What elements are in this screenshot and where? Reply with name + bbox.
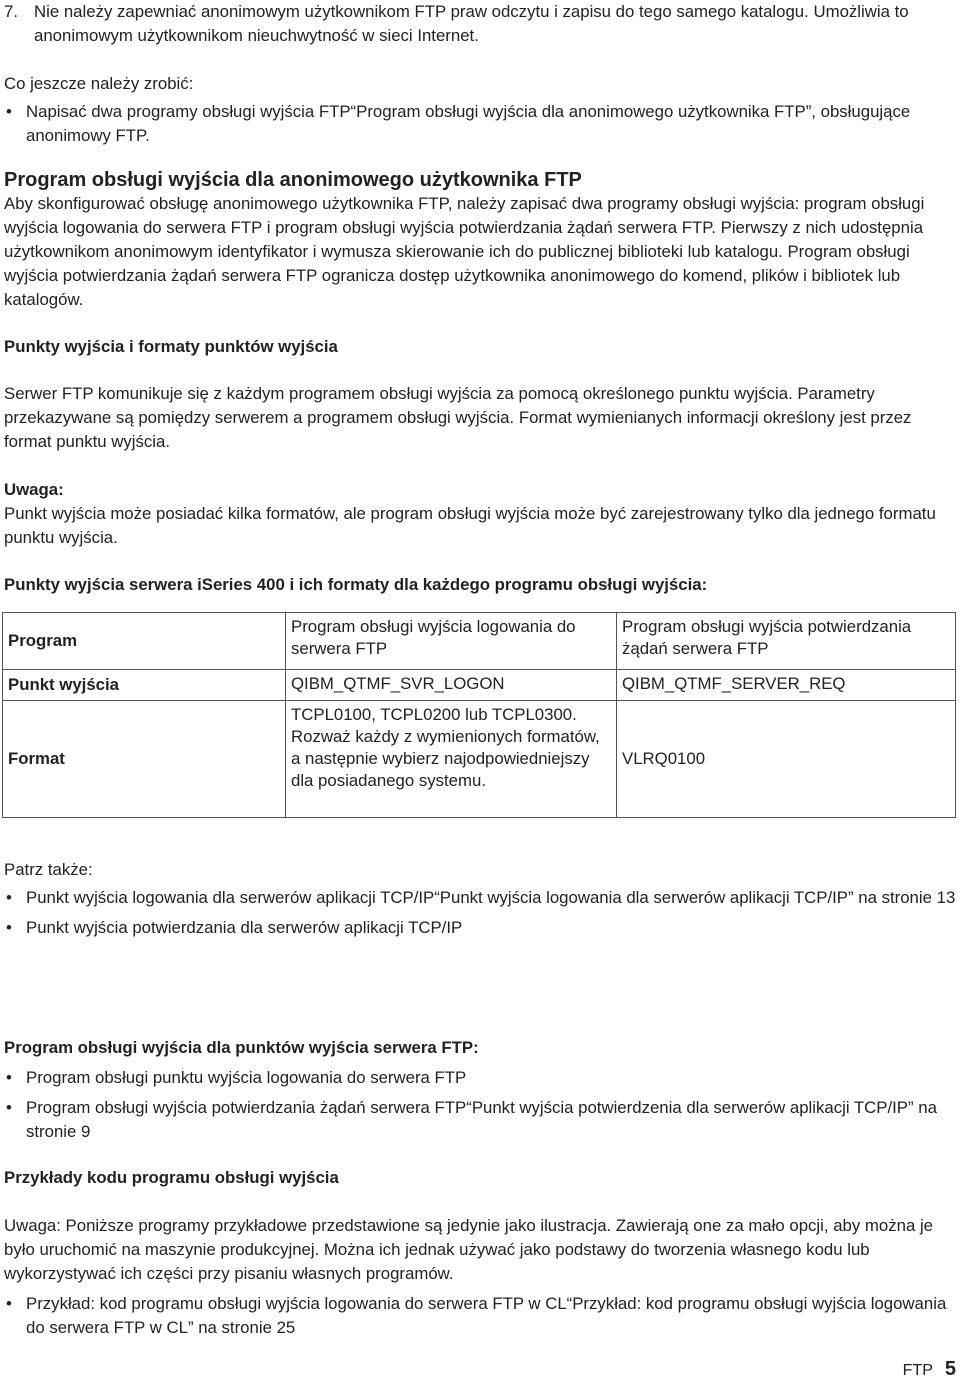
bullet-icon: • bbox=[6, 1068, 12, 1087]
footer-label: FTP bbox=[902, 1362, 933, 1379]
link-text[interactable]: Punkt wyjścia logowania dla serwerów aplikacji TCP/IP“Punkt wyjścia logowania dla serwerów aplikacji TCP/IP” na stronie 13 bbox=[26, 888, 956, 907]
table-heading: Punkty wyjścia serwera iSeries 400 i ich formaty dla każdego programu obsługi wyjścia: bbox=[4, 575, 708, 594]
page-number: 5 bbox=[944, 1358, 956, 1380]
link-text[interactable]: Przykład: kod programu obsługi wyjścia logowania do serwera FTP w CL“Przykład: kod programu obsługi wyjścia logowania do serwera FTP w CL” na stronie 25 bbox=[26, 1294, 947, 1337]
bullet-icon: • bbox=[6, 918, 12, 937]
table-cell: Program obsługi wyjścia potwierdzania żądań serwera FTP bbox=[617, 613, 956, 670]
todo-list bbox=[4, 100, 956, 148]
list-item bbox=[4, 916, 956, 940]
page-footer bbox=[903, 1357, 956, 1383]
see-also-heading: Patrz także: bbox=[4, 860, 93, 879]
table-cell: Program obsługi wyjścia logowania do serwera FTP bbox=[286, 613, 617, 670]
examples-list bbox=[4, 1292, 956, 1340]
list-item bbox=[4, 1292, 956, 1340]
exit-programs-list bbox=[4, 1066, 956, 1144]
list-item bbox=[4, 1066, 956, 1090]
table-cell: VLRQ0100 bbox=[617, 701, 956, 818]
table-row bbox=[3, 670, 956, 701]
exit-points-paragraph: Serwer FTP komunikuje się z każdym programem obsługi wyjścia za pomocą określonego punktu wyjścia. Parametry przekazywane są pomiędzy serwerem a programem obsługi wyjścia. Format wymienianych informacji określony jest przez format punktu wyjścia. bbox=[4, 384, 912, 451]
note-text: Punkt wyjścia może posiadać kilka formatów, ale program obsługi wyjścia może być zarejestrowany tylko dla jednego formatu punktu wyjścia. bbox=[4, 504, 936, 547]
item-number: 7. bbox=[4, 2, 18, 21]
table-cell: TCPL0100, TCPL0200 lub TCPL0300. Rozważ każdy z wymienionych formatów, a następnie wybierz najodpowiedniejszy dla posiadanego systemu. bbox=[286, 701, 617, 818]
list-item bbox=[4, 1096, 956, 1144]
row-label: Punkt wyjścia bbox=[3, 670, 286, 701]
examples-heading: Przykłady kodu programu obsługi wyjścia bbox=[4, 1168, 339, 1187]
todo-heading: Co jeszcze należy zrobić: bbox=[4, 74, 194, 93]
bullet-icon: • bbox=[6, 888, 12, 907]
table-cell: QIBM_QTMF_SERVER_REQ bbox=[617, 670, 956, 701]
exit-points-heading: Punkty wyjścia i formaty punktów wyjścia bbox=[4, 337, 338, 356]
item-text: Nie należy zapewniać anonimowym użytkownikom FTP praw odczytu i zapisu do tego samego katalogu. Umożliwia to anonimowym użytkownikom nieuchwytność w sieci Internet. bbox=[34, 2, 909, 45]
link-text[interactable]: Napisać dwa programy obsługi wyjścia FTP“Program obsługi wyjścia dla anonimowego użytkownika FTP”, obsługujące anonimowy FTP. bbox=[26, 102, 911, 145]
exit-programs-heading: Program obsługi wyjścia dla punktów wyjścia serwera FTP: bbox=[4, 1038, 479, 1057]
row-label: Format bbox=[3, 701, 286, 818]
table-cell: QIBM_QTMF_SVR_LOGON bbox=[286, 670, 617, 701]
list-item bbox=[4, 100, 956, 148]
bullet-icon: • bbox=[6, 102, 12, 121]
link-text[interactable]: Program obsługi wyjścia potwierdzania żądań serwera FTP“Punkt wyjścia potwierdzenia dla serwerów aplikacji TCP/IP” na stronie 9 bbox=[26, 1098, 937, 1141]
see-also-list bbox=[4, 886, 956, 940]
numbered-item-7 bbox=[4, 0, 956, 48]
section-title-anon: Program obsługi wyjścia dla anonimowego użytkownika FTP bbox=[4, 169, 582, 191]
bullet-icon: • bbox=[6, 1098, 12, 1117]
table-row bbox=[3, 701, 956, 818]
link-text[interactable]: Punkt wyjścia potwierdzania dla serwerów aplikacji TCP/IP bbox=[26, 918, 463, 937]
link-text[interactable]: Program obsługi punktu wyjścia logowania do serwera FTP bbox=[26, 1068, 467, 1087]
examples-note: Uwaga: Poniższe programy przykładowe przedstawione są jedynie jako ilustracja. Zawierają one za mało opcji, aby można je było uruchomić na maszynie produkcyjnej. Można ich jednak używać jako podstawy do tworzenia własnego kodu lub wykorzystywać ich części przy pisaniu własnych programów. bbox=[4, 1216, 934, 1283]
bullet-icon: • bbox=[6, 1294, 12, 1313]
row-label: Program bbox=[3, 613, 286, 670]
list-item bbox=[4, 886, 956, 910]
note-label: Uwaga: bbox=[4, 480, 64, 499]
table-row bbox=[3, 613, 956, 670]
exit-points-table bbox=[2, 612, 956, 818]
anon-paragraph: Aby skonfigurować obsługę anonimowego użytkownika FTP, należy zapisać dwa programy obsługi wyjścia: program obsługi wyjścia logowania do serwera FTP i program obsługi wyjścia potwierdzania żądań serwera FTP. Pierwszy z nich udostępnia użytkownikom anonimowym identyfikator i wymusza skierowanie ich do publicznej biblioteki lub katalogu. Program obsługi wyjścia potwierdzania żądań serwera FTP ogranicza dostęp użytkownika anonimowego do komend, plików i bibliotek lub katalogów. bbox=[4, 194, 925, 309]
